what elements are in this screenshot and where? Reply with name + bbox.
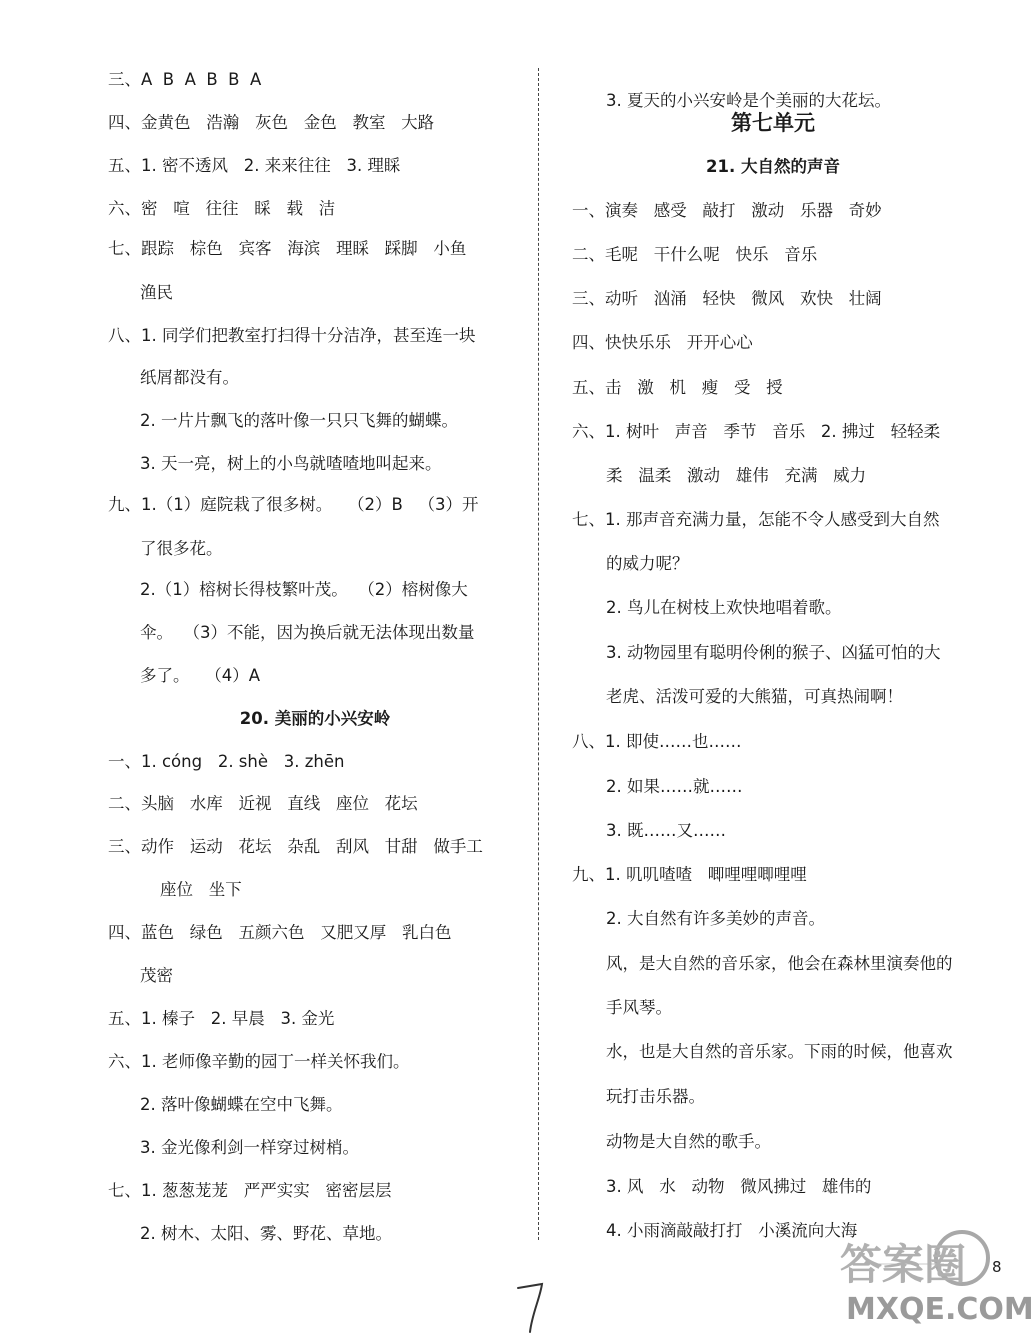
column-divider <box>538 68 539 1240</box>
answer-line: 六、1. 树叶 声音 季节 音乐 2. 拂过 轻轻柔 <box>572 422 941 441</box>
answer-line: 三、A B A B B A <box>108 70 262 89</box>
answer-line: 3. 天一亮，树上的小鸟就喳喳地叫起来。 <box>140 454 442 473</box>
answer-line: 八、1. 即使……也…… <box>572 732 742 751</box>
answer-line: 五、1. 榛子 2. 早晨 3. 金光 <box>108 1009 335 1028</box>
answer-line: 多了。 （4）A <box>140 666 261 685</box>
answer-line: 座位 坐下 <box>160 880 242 899</box>
answer-line: 一、1. cóng 2. shè 3. zhēn <box>108 752 345 771</box>
answer-line: 八、1. 同学们把教室打扫得十分洁净，甚至连一块 <box>108 326 476 345</box>
answer-line: 2. 落叶像蝴蝶在空中飞舞。 <box>140 1095 343 1114</box>
answer-line: 的威力呢？ <box>606 554 689 573</box>
answer-line: 六、密 喧 往往 睬 载 洁 <box>108 199 336 218</box>
answer-line: 七、1. 葱葱茏茏 严严实实 密密层层 <box>108 1181 392 1200</box>
watermark-text-cn: 答案圈 <box>840 1240 967 1289</box>
unit-title: 第七单元 <box>731 111 815 135</box>
answer-line: 五、击 激 机 瘦 受 授 <box>572 378 783 397</box>
answer-line: 四、蓝色 绿色 五颜六色 又肥又厚 乳白色 <box>108 923 452 942</box>
answer-line: 2. 鸟儿在树枝上欢快地唱着歌。 <box>606 598 842 617</box>
handwritten-seven-mark <box>512 1280 552 1336</box>
answer-line: 四、快快乐乐 开开心心 <box>572 333 753 352</box>
answer-line: 伞。 （3）不能，因为换后就无法体现出数量 <box>140 623 475 642</box>
answer-line: 2. 树木、太阳、雾、野花、草地。 <box>140 1224 392 1243</box>
answer-line: 2.（1）榕树长得枝繁叶茂。 （2）榕树像大 <box>140 580 468 599</box>
answer-line: 茂密 <box>140 966 173 985</box>
answer-line: 六、1. 老师像辛勤的园丁一样关怀我们。 <box>108 1052 410 1071</box>
answer-line: 九、1. 叽叽喳喳 唧哩哩唧哩哩 <box>572 865 807 884</box>
answer-line: 3. 夏天的小兴安岭是个美丽的大花坛。 <box>606 91 891 110</box>
answer-line: 3. 既……又…… <box>606 821 726 840</box>
answer-line: 4. 小雨滴敲敲打打 小溪流向大海 <box>606 1221 858 1240</box>
answer-line: 手风琴。 <box>606 998 672 1017</box>
answer-line: 渔民 <box>140 283 173 302</box>
answer-line: 玩打击乐器。 <box>606 1087 705 1106</box>
answer-line: 动物是大自然的歌手。 <box>606 1132 771 1151</box>
watermark-text-url: MXQE.COM <box>846 1292 1034 1327</box>
lesson-title: 20. 美丽的小兴安岭 <box>239 709 391 728</box>
answer-line: 老虎、活泼可爱的大熊猫，可真热闹啊！ <box>606 687 903 706</box>
answer-line: 四、金黄色 浩瀚 灰色 金色 教室 大路 <box>108 113 435 132</box>
answer-line: 3. 风 水 动物 微风拂过 雄伟的 <box>606 1177 872 1196</box>
answer-line: 2. 一片片飘飞的落叶像一只只飞舞的蝴蝶。 <box>140 411 458 430</box>
answer-line: 柔 温柔 激动 雄伟 充满 威力 <box>606 466 867 485</box>
answer-line: 三、动听 汹涌 轻快 微风 欢快 壮阔 <box>572 289 882 308</box>
answer-line: 七、1. 那声音充满力量，怎能不令人感受到大自然 <box>572 510 940 529</box>
answer-line: 五、1. 密不透风 2. 来来往往 3. 理睬 <box>108 156 401 175</box>
answer-line: 九、1.（1）庭院栽了很多树。 （2）B （3）开 <box>108 495 479 514</box>
answer-line: 了很多花。 <box>140 539 223 558</box>
answer-line: 二、头脑 水库 近视 直线 座位 花坛 <box>108 794 418 813</box>
answer-line: 2. 大自然有许多美妙的声音。 <box>606 909 825 928</box>
watermark-logo <box>836 1224 1034 1336</box>
answer-line: 一、演奏 感受 敲打 激动 乐器 奇妙 <box>572 201 882 220</box>
answer-line: 七、跟踪 棕色 宾客 海滨 理睬 踩脚 小鱼 <box>108 239 467 258</box>
answer-line: 三、动作 运动 花坛 杂乱 刮风 甘甜 做手工 <box>108 837 483 856</box>
answer-line: 二、毛呢 干什么呢 快乐 音乐 <box>572 245 818 264</box>
answer-line: 纸屑都没有。 <box>140 368 239 387</box>
lesson-title: 21. 大自然的声音 <box>706 157 840 176</box>
answer-line: 3. 金光像利剑一样穿过树梢。 <box>140 1138 359 1157</box>
answer-line: 3. 动物园里有聪明伶俐的猴子、凶猛可怕的大 <box>606 643 941 662</box>
answer-line: 风，是大自然的音乐家，他会在森林里演奏他的 <box>606 954 953 973</box>
answer-line: 2. 如果……就…… <box>606 777 743 796</box>
answer-line: 水，也是大自然的音乐家。下雨的时候，他喜欢 <box>606 1042 953 1061</box>
page-number: 8 <box>992 1258 1002 1276</box>
